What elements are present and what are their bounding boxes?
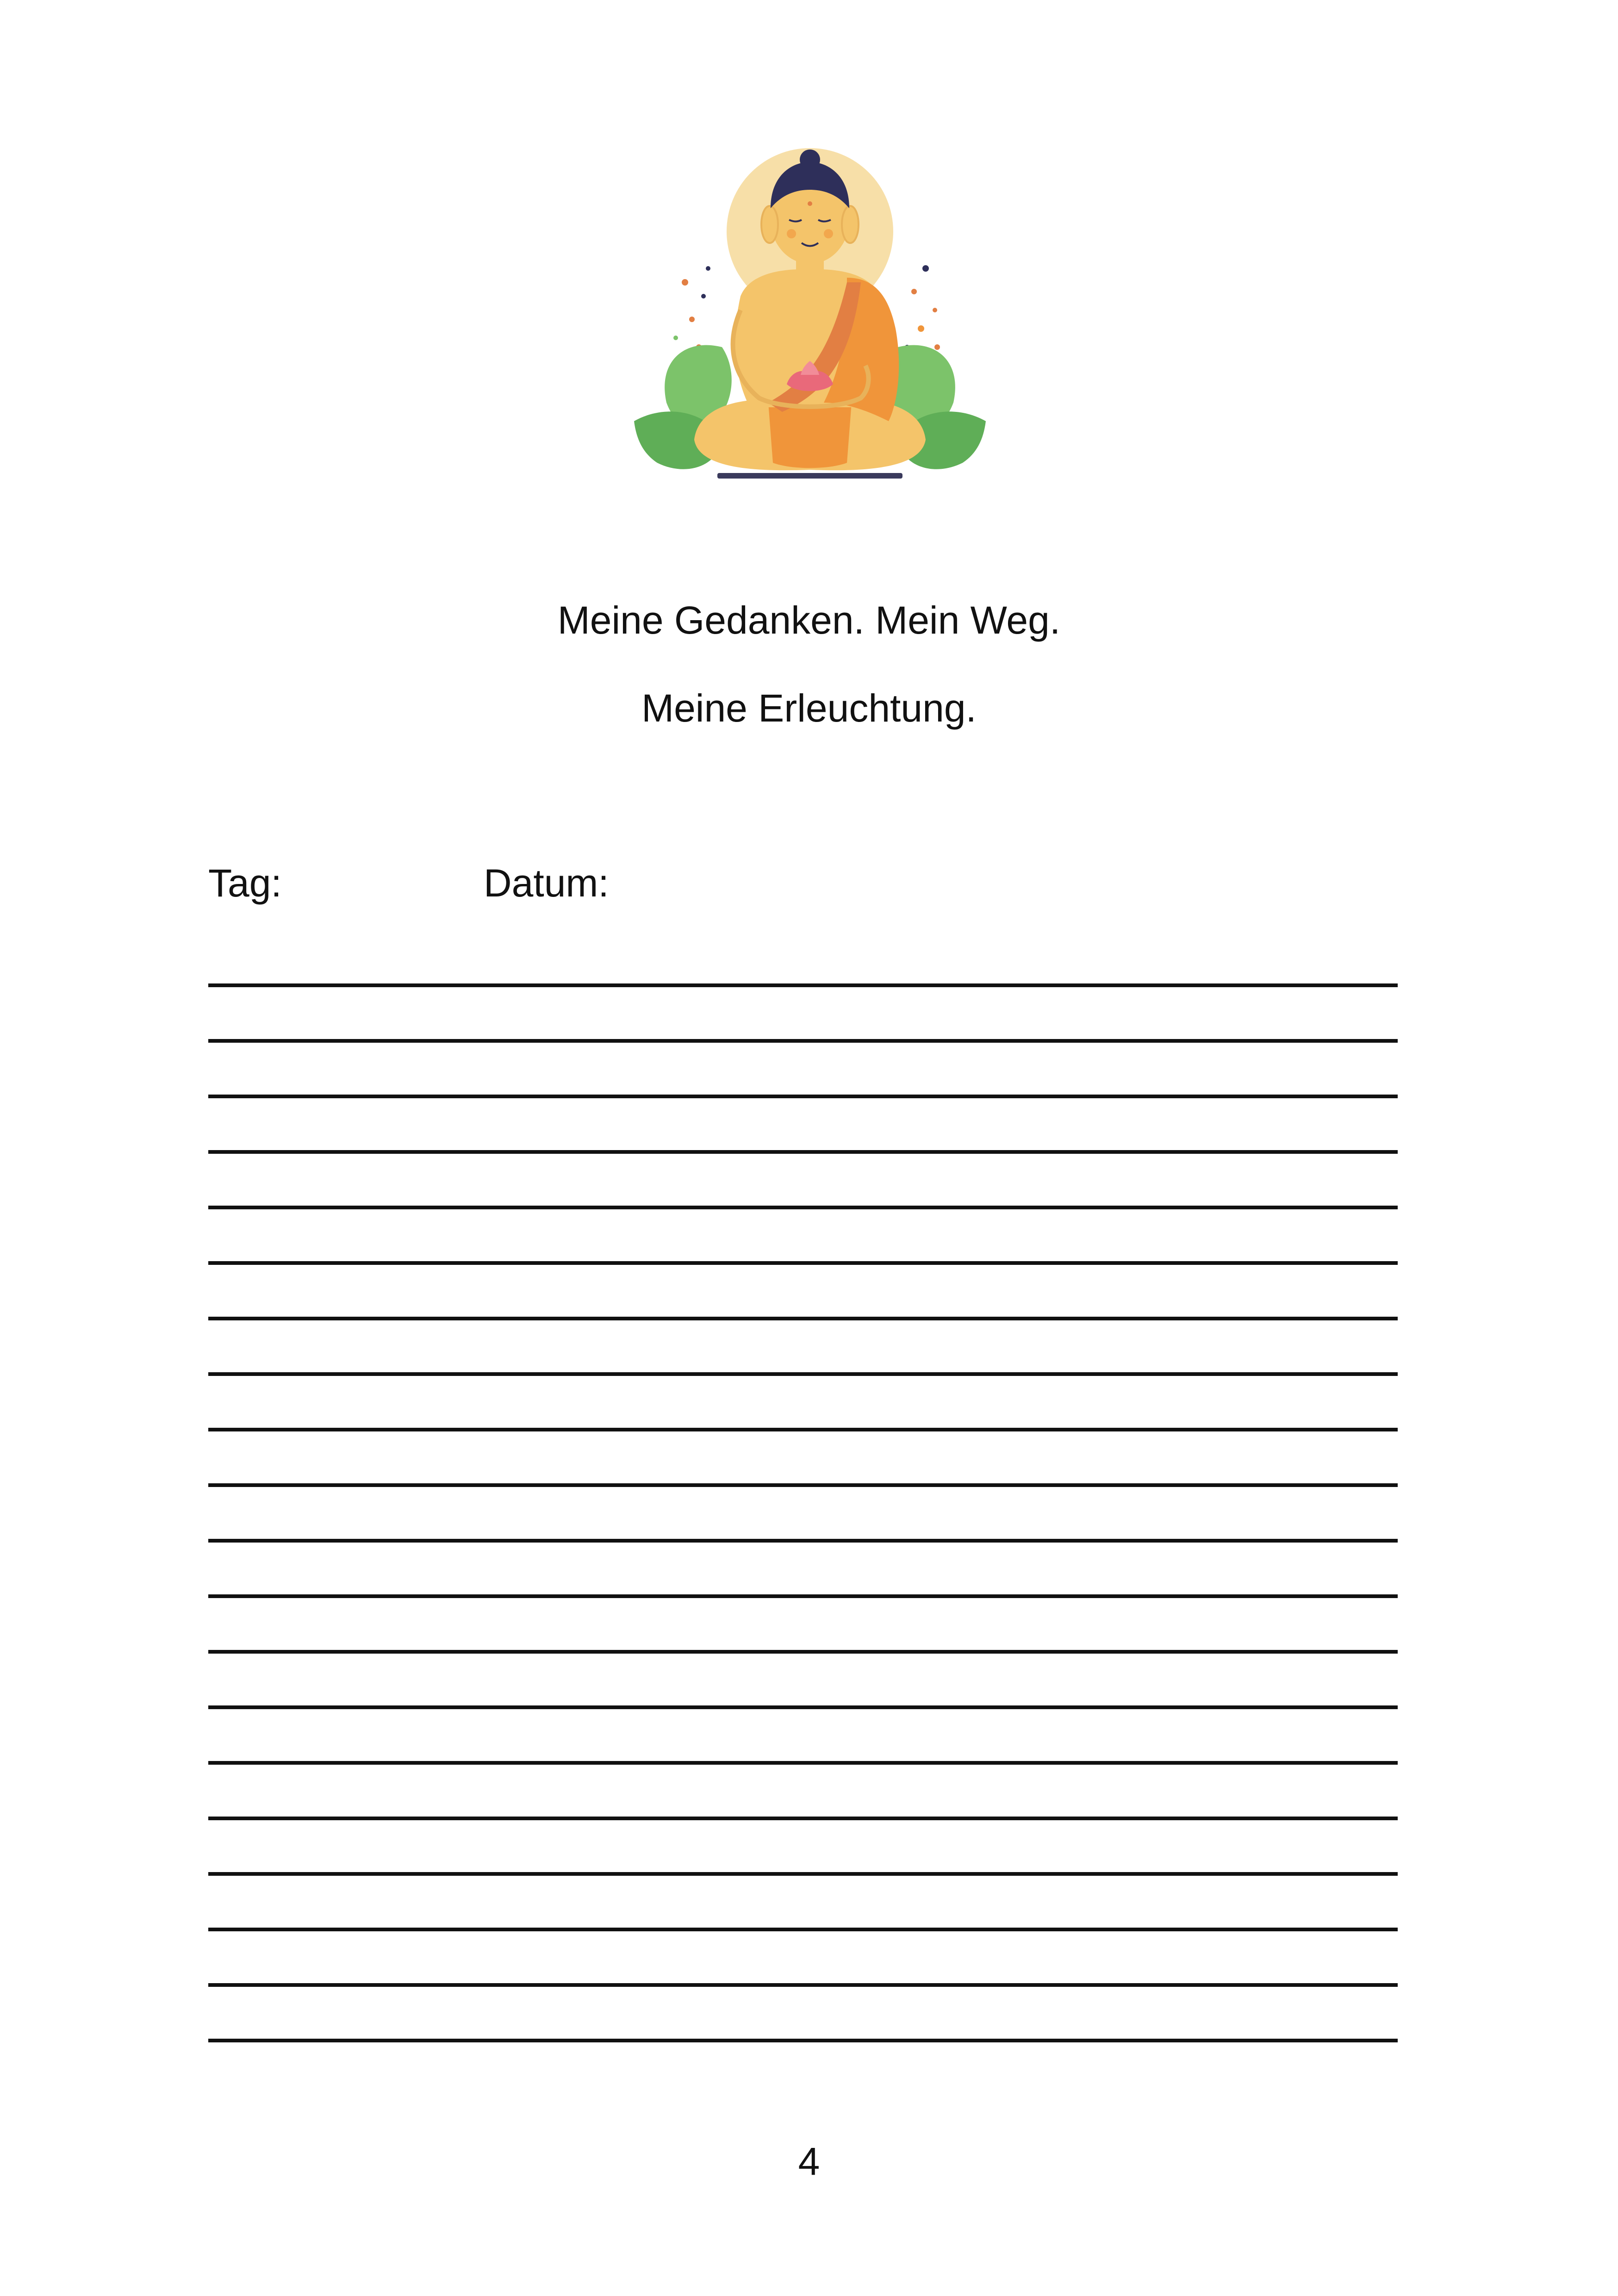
writing-line bbox=[208, 1428, 1398, 1431]
writing-line bbox=[208, 1650, 1398, 1654]
writing-line bbox=[208, 1594, 1398, 1598]
writing-line bbox=[208, 1206, 1398, 1209]
writing-line bbox=[208, 1705, 1398, 1709]
writing-line bbox=[208, 1872, 1398, 1876]
datum-label: Datum: bbox=[484, 861, 609, 905]
page-number: 4 bbox=[798, 2140, 820, 2183]
writing-line bbox=[208, 1372, 1398, 1376]
writing-line bbox=[208, 1761, 1398, 1765]
writing-line bbox=[208, 1483, 1398, 1487]
tag-label: Tag: bbox=[208, 861, 282, 905]
writing-area bbox=[208, 0, 1398, 2296]
writing-line bbox=[208, 1817, 1398, 1820]
writing-line bbox=[208, 1039, 1398, 1043]
writing-line bbox=[208, 983, 1398, 987]
page-title-line-1: Meine Gedanken. Mein Weg. bbox=[557, 598, 1061, 642]
page-title-line-2: Meine Erleuchtung. bbox=[641, 686, 977, 730]
writing-line bbox=[208, 1261, 1398, 1265]
writing-line bbox=[208, 1928, 1398, 1931]
writing-line bbox=[208, 1095, 1398, 1098]
writing-line bbox=[208, 2039, 1398, 2042]
writing-line bbox=[208, 1317, 1398, 1320]
writing-line bbox=[208, 1539, 1398, 1543]
writing-line bbox=[208, 1983, 1398, 1987]
writing-line bbox=[208, 1150, 1398, 1154]
